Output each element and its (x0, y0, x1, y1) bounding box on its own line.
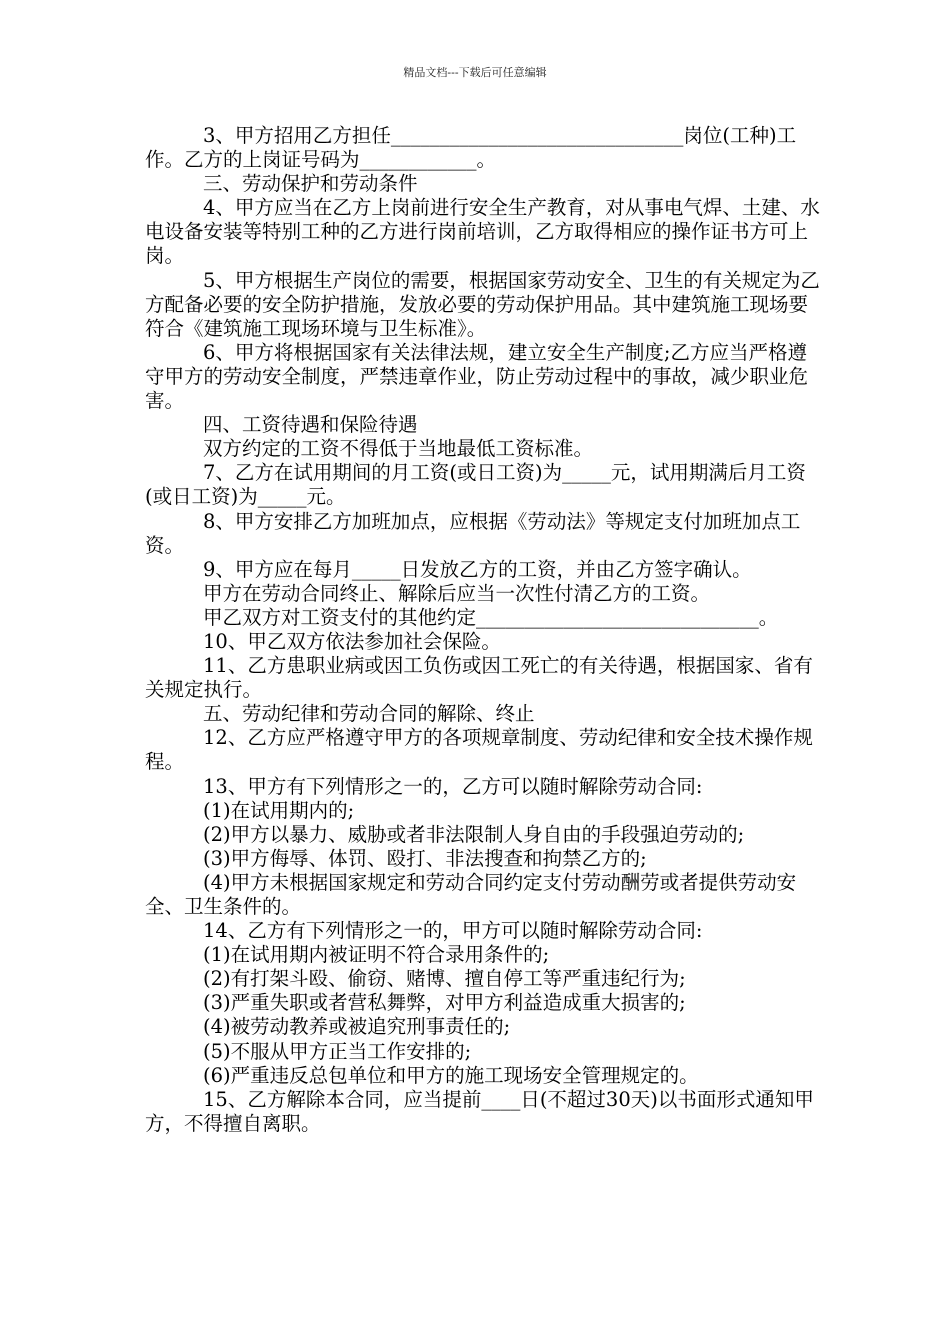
paragraph: (6)严重违反总包单位和甲方的施工现场安全管理规定的。 (203, 1063, 699, 1087)
paragraph: 10、甲乙双方依法参加社会保险。 (203, 629, 501, 653)
paragraph: 四、工资待遇和保险待遇 (203, 413, 418, 437)
paragraph: (2)甲方以暴力、威胁或者非法限制人身自由的手段强迫劳动的; (203, 822, 745, 846)
paragraph: 3、甲方招用乙方担任______________________________岗位(工种)工作。乙方的上岗证号码为____________。 (145, 124, 797, 172)
paragraph: (3)严重失职或者营私舞弊，对甲方利益造成重大损害的; (203, 991, 686, 1015)
page-header: 精品文档---下载后可任意编辑 (403, 66, 547, 79)
paragraph: (2)有打架斗殴、偷窃、赌博、擅自停工等严重违纪行为; (203, 967, 686, 991)
paragraph: (1)在试用期内的; (203, 798, 355, 822)
paragraph: 11、乙方患职业病或因工负伤或因工死亡的有关待遇，根据国家、省有关规定执行。 (145, 654, 813, 702)
paragraph: (4)被劳动教养或被追究刑事责任的; (203, 1015, 511, 1039)
paragraph: (3)甲方侮辱、体罚、殴打、非法搜查和拘禁乙方的; (203, 846, 647, 870)
paragraph: 三、劳动保护和劳动条件 (203, 172, 418, 196)
paragraph: (1)在试用期内被证明不符合录用条件的; (203, 943, 550, 967)
paragraph: 甲乙双方对工资支付的其他约定_____________________________。 (203, 605, 779, 629)
paragraph: 双方约定的工资不得低于当地最低工资标准。 (203, 437, 594, 461)
paragraph: 14、乙方有下列情形之一的，甲方可以随时解除劳动合同: (203, 919, 703, 943)
paragraph: 13、甲方有下列情形之一的，乙方可以随时解除劳动合同: (203, 774, 703, 798)
paragraph: 5、甲方根据生产岗位的需要，根据国家劳动安全、卫生的有关规定为乙方配备必要的安全防护措施，发放必要的劳动保护用品。其中建筑施工现场要符合《建筑施工现场环境与卫生标准》。 (145, 268, 820, 340)
document-body (145, 124, 825, 1136)
paragraph: 8、甲方安排乙方加班加点，应根据《劳动法》等规定支付加班加点工资。 (145, 509, 801, 557)
paragraph: 15、乙方解除本合同，应当提前____日(不超过30天)以书面形式通知甲方，不得擅自离职。 (145, 1087, 814, 1135)
paragraph: 4、甲方应当在乙方上岗前进行安全生产教育，对从事电气焊、土建、水电设备安装等特别工种的乙方进行岗前培训，乙方取得相应的操作证书方可上岗。 (145, 196, 820, 268)
paragraph: 五、劳动纪律和劳动合同的解除、终止 (203, 702, 535, 726)
paragraph: 7、乙方在试用期间的月工资(或日工资)为_____元，试用期满后月工资(或日工资)为_____元。 (145, 461, 806, 509)
paragraph: 9、甲方应在每月_____日发放乙方的工资，并由乙方签字确认。 (203, 557, 752, 581)
paragraph: 12、乙方应严格遵守甲方的各项规章制度、劳动纪律和安全技术操作规程。 (145, 726, 813, 774)
paragraph: (5)不服从甲方正当工作安排的; (203, 1039, 472, 1063)
paragraph: 甲方在劳动合同终止、解除后应当一次性付清乙方的工资。 (203, 581, 711, 605)
paragraph: (4)甲方未根据国家规定和劳动合同约定支付劳动酬劳或者提供劳动安全、卫生条件的。 (145, 870, 797, 918)
paragraph: 6、甲方将根据国家有关法律法规，建立安全生产制度;乙方应当严格遵守甲方的劳动安全制度，严禁违章作业，防止劳动过程中的事故，减少职业危害。 (145, 340, 809, 413)
